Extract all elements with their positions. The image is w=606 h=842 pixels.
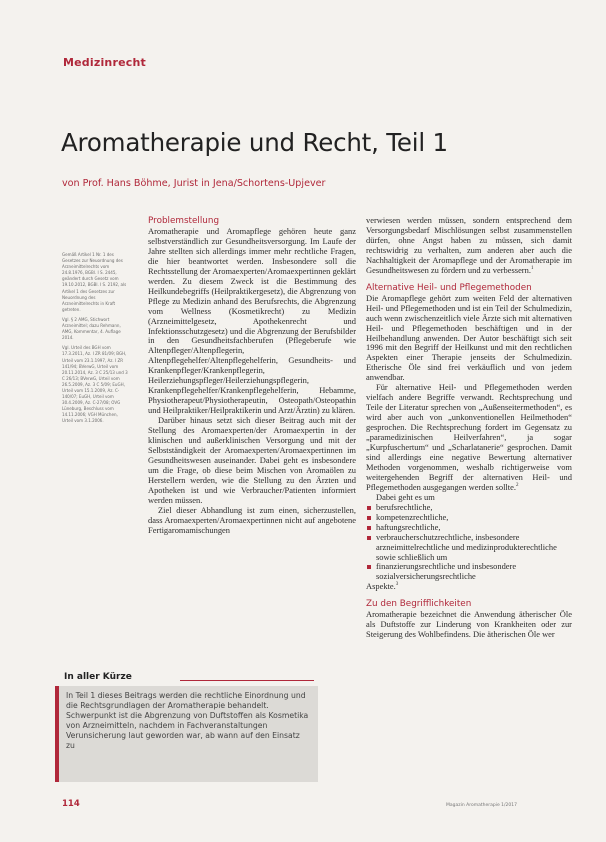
footnote-ref: 2 [515, 483, 519, 489]
footer-issue: Magazin Aromatherapie 1/2017 [446, 803, 518, 808]
section-heading-alternative: Alternative Heil- und Pflegemethoden [366, 282, 532, 293]
paragraph: Ziel dieser Abhandlung ist zum einen, sicherzustellen, dass Aromaexperten/Aromaexpertinnen nicht auf angebotene Fertigaromamischungen [148, 504, 356, 535]
summary-text: In Teil 1 dieses Beitrags werden die rechtliche Einordnung und die Rechtsgrundlagen der Aromatherapie behandelt. Schwerpunkt ist die Abgrenzung von Duftstoffen als Kosmetika von Arzneimitteln, nachdem in Fachveranstaltungen Verunsicherung laut geworden war, ab wann auf den Einsatz zu [66, 691, 309, 751]
paragraph: Aromatherapie bezeichnet die Anwendung ätherischer Öle als Duftstoffe zur Linderung von Krankheiten oder zur Steigerung des Wohlbefindens. Die ätherischen Öle wer [366, 609, 572, 640]
author-byline: von Prof. Hans Böhme, Jurist in Jena/Schortens-Upjever [62, 178, 326, 189]
list-item: verbraucherschutzrechtliche, insbesondere arzneimittelrechtliche und medizinprodukterechtliche sowie schließlich um [366, 533, 572, 563]
footnote-ref: 1 [530, 265, 534, 271]
paragraph: Darüber hinaus setzt sich dieser Beitrag auch mit der Stellung des Aromaexperten/der Aromaexpertin in der klinischen und außerklinischen Versorgung und mit der Selbstständigkeit der Aromaexperten/Aromaexpertinnen im Gesundheitswesen auseinander. Dabei geht es insbesondere um die Frage, ob diese beim Mischen von Aromaölen zu Herstellern werden, wie die Stellung zu den Ärzten und Apotheken ist und wie Verbraucher/Patienten informiert werden müssen. [148, 415, 356, 505]
footnote-3: Vgl. Urteil des BGH vom 17.3.2011, Az. I ZR 81/09; BGH, Urteil vom 23.1.1997, Az. I ZR 141/94; BVerwG, Urteil vom 20.11.2014, Az. 3 C 25/13 und 3 C 26/13; BVerwG, Urteil vom 26.5.2009, Az. 3 C 5/09; EuGH, Urteil vom 15.1.2009, Az. C-140/07; EuGH, Urteil vom 30.4.2009, Az. C-27/08; OVG Lüneburg, Beschluss vom 14.11.2006; VGH München, Urteil vom 3.1.2006. [62, 346, 128, 425]
paragraph: Aspekte.$^3$ [366, 581, 399, 592]
list-item: berufsrechtliche, [366, 503, 572, 513]
footnote-1: Gemäß Artikel 1 Nr. 1 des Gesetzes zur Neuordnung des Arzneimittelrechts vom 24.8.1976, BGBl. I S. 2445, geändert durch Gesetz vom 19.10.2012, BGBl. I S. 2192, als Artikel 1 des Gesetzes zur Neuordnung des Arzneimittelrechts in Kraft getreten. [62, 253, 127, 313]
text-column-right [366, 216, 572, 640]
paragraph: Dabei geht es um [376, 491, 435, 502]
footnote-ref: 3 [395, 582, 399, 588]
aspect-list [366, 503, 572, 583]
paragraph: Für alternative Heil- und Pflegemethoden werden vielfach andere Begriffe verwandt. Rechtsprechung und Teile der Literatur sprechen von „Außenseitermethoden“, es wird aber auch von „unkonventionellen Heilmethoden“ gesprochen. Die Rechtsprechung fordert im Gegensatz zu „paramedizinischen Heilverfahren“, ja sogar „Kurpfuschertum“ und „Scharlatanerie“ gesprochen. Damit sind allerdings eine negative Bewertung alternativer Methoden vorgenommen, weshalb richtigerweise vom weitergehenden Begriff der alternativen Heil- und Pflegemethoden ausgegangen werden sollte.$^2$ [366, 382, 572, 492]
section-heading-problem: Problemstellung [148, 216, 220, 226]
section-rubric: Medizinrecht [63, 56, 146, 69]
summary-title: In aller Kürze [64, 672, 132, 682]
divider [180, 680, 314, 681]
footnotes-sidebar [62, 253, 130, 430]
text-column-left [148, 216, 356, 536]
list-item: haftungsrechtliche, [366, 523, 572, 533]
list-item: kompetenzrechtliche, [366, 513, 572, 523]
paragraph: Die Aromapflege gehört zum weiten Feld der alternativen Heil- und Pflegemethoden und ist ein Teil der Schulmedizin, auch wenn zwischenzeitlich viele Ärzte sich mit alternativen Heil- und Pflegemethoden beschäftigen und in der Heilbehandlung anwenden. Der Autor beschäftigt sich seit 1996 mit den Begriff der Heilkunst und mit den rechtlichen Aspekten einer Therapie jenseits der Schulmedizin. Etherische Öle sind frei verkäuflich und von jedem anwendbar. [366, 292, 572, 383]
summary-panel [55, 686, 318, 782]
paragraph: verwiesen werden müssen, sondern entsprechend dem Versorgungsbedarf Mischlösungen selbst zusammenstellen dürfen, ohne Angst haben zu müssen, sich damit rechtswidrig zu verhalten, zum anderen aber auch die Nachhaltigkeit der Aromapflege und der Aromatherapie im Gesundheitswesen zu fördern und zu verbessern.$^1$ [366, 215, 572, 275]
list-item: finanzierungsrechtliche und insbesondere sozialversicherungsrechtliche [366, 562, 572, 582]
summary-box [55, 672, 355, 792]
paragraph: Aromatherapie und Aromapflege gehören heute ganz selbstverständlich zur Gesundheitsversorgung. Im Laufe der Jahre stellten sich allerdings immer mehr rechtliche Fragen, die hier beantwortet werden. Insbesondere soll die Rechtsstellung der Aromaexperten/Aromaexpertinnen geklärt werden. Zu diesem Zweck ist die Bestimmung des Heilkundebegriffs (Heilpraktikergesetz), die Abgrenzung von Pflege zu Medizin anhand des Berufsrechts, die Abgrenzung vom Wellness (Kosmetikrecht) zu Medizin (Arzneimittelgesetz, Apothekenrecht und Infektionsschutzgesetz) und die Abgrenzung der Berufsbilder in den Gesundheitsfachberufen (Pflegeberufe wie Altenpfleger/Altenpflegerin, Altenpflegehelfer/Altenpflegehelferin, Gesundheits- und Krankenpfleger/Krankenpflegerin, Heilerziehungspfleger/Heilerziehungspflegerin, Krankenpflegehelfer/Krankenpflegehelferin, Hebamme, Physiotherapeut/Physiotherapeutin, Osteopath/Osteopathin und Heilpraktiker/Heilpraktikerin und Arzt/Ärztin) zu klären. [148, 226, 356, 416]
section-heading-terms: Zu den Begrifflichkeiten [366, 599, 472, 610]
footnote-2: Vgl. § 2 AMG, Stichwort Arzneimittel; dazu Rehmann, AMG, Kommentar, 4. Auflage 2014. [62, 317, 121, 342]
page-number: 114 [62, 799, 80, 809]
article-title: Aromatherapie und Recht, Teil 1 [61, 128, 448, 157]
